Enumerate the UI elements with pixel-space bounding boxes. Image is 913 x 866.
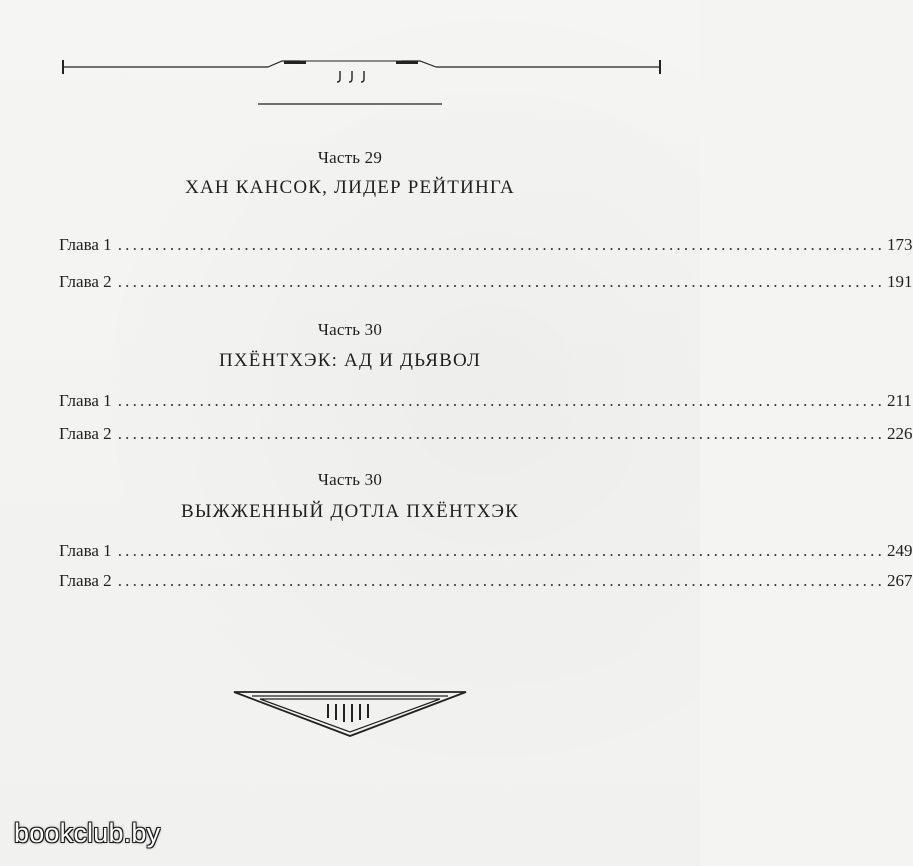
center-ticks	[337, 71, 364, 82]
page-number: 267	[887, 571, 913, 590]
part-heading: Часть 30	[317, 320, 383, 339]
chapter-label: Глава 2	[59, 571, 112, 590]
bottom-ornament	[230, 688, 470, 740]
inner-triangle	[260, 699, 440, 732]
left-thick-segment	[284, 61, 306, 64]
toc-entry[interactable]	[59, 424, 913, 448]
part-title: ВЫЖЖЕННЫЙ ДОТЛА ПХЁНТХЭК	[181, 501, 519, 522]
leader-dots: .......................................................................................................	[117, 424, 886, 443]
center-bars	[328, 704, 368, 722]
page-number: 173	[887, 235, 913, 254]
leader-dots: .......................................................................................................	[117, 235, 886, 254]
page-number: 226	[887, 424, 913, 443]
leader-dots: .......................................................................................................	[117, 571, 886, 590]
toc-entry[interactable]	[59, 272, 913, 296]
chapter-label: Глава 2	[59, 272, 112, 291]
watermark-text: bookclub.by	[14, 818, 161, 848]
toc-entry[interactable]	[59, 235, 913, 259]
chapter-label: Глава 1	[59, 235, 112, 254]
part-title: ПХЁНТХЭК: АД И ДЬЯВОЛ	[218, 350, 482, 371]
top-ornament	[0, 30, 700, 120]
right-thick-segment	[396, 61, 418, 64]
leader-dots: .......................................................................................................	[117, 541, 886, 560]
chapter-label: Глава 1	[59, 391, 112, 410]
leader-dots: .......................................................................................................	[117, 391, 886, 410]
leader-dots: .......................................................................................................	[117, 272, 886, 291]
part-title: ХАН КАНСОК, ЛИДЕР РЕЙТИНГА	[185, 177, 515, 198]
page-number: 191	[887, 272, 913, 291]
toc-entry[interactable]	[59, 571, 913, 595]
page-number: 249	[887, 541, 913, 560]
chapter-label: Глава 2	[59, 424, 112, 443]
toc-entry[interactable]	[59, 541, 913, 565]
part-heading: Часть 29	[317, 148, 383, 167]
page-number: 211	[887, 391, 912, 410]
part-heading: Часть 30	[317, 470, 383, 489]
chapter-label: Глава 1	[59, 541, 112, 560]
toc-entry[interactable]	[59, 391, 912, 415]
